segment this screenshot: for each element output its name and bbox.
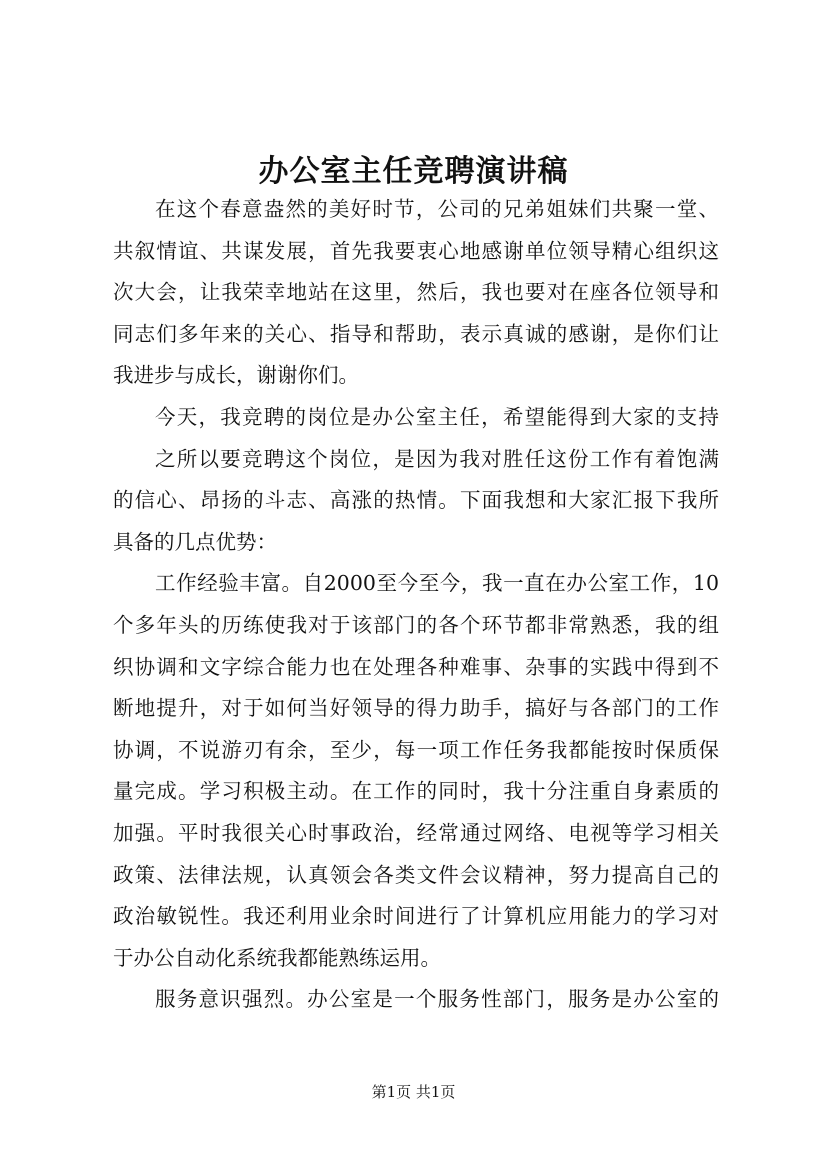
text-line: 个多年头的历练使我对于该部门的各个环节都非常熟悉，我的组 <box>113 612 719 637</box>
text-line: 在这个春意盎然的美好时节，公司的兄弟姐妹们共聚一堂、 <box>155 197 719 221</box>
text-line: 今天，我竞聘的岗位是办公室主任，希望能得到大家的支持 <box>155 404 719 429</box>
text-line: 的信心、昂扬的斗志、高涨的热情。下面我想和大家汇报下我所 <box>113 488 719 513</box>
page-footer: 第1页 共1页 <box>371 1083 456 1101</box>
text-line: 协调，不说游刃有余，至少，每一项工作任务我都能按时保质保 <box>113 737 719 762</box>
text-line: 之所以要竞聘这个岗位，是因为我对胜任这份工作有着饱满 <box>155 446 719 471</box>
text-line: 共叙情谊、共谋发展，首先我要衷心地感谢单位领导精心组织这 <box>113 238 719 263</box>
text-line: 次大会，让我荣幸地站在这里，然后，我也要对在座各位领导和 <box>113 280 719 305</box>
text-line: 政策、法律法规，认真领会各类文件会议精神，努力提高自己的 <box>113 862 719 887</box>
text-line: 我进步与成长，谢谢你们。 <box>113 363 359 388</box>
text-line: 量完成。学习积极主动。在工作的同时，我十分注重自身素质的 <box>113 779 719 804</box>
document-title: 办公室主任竞聘演讲稿 <box>258 154 569 189</box>
text-line: 政治敏锐性。我还利用业余时间进行了计算机应用能力的学习对 <box>113 904 719 929</box>
text-line: 加强。平时我很关心时事政治，经常通过网络、电视等学习相关 <box>113 820 719 845</box>
text-line: 于办公自动化系统我都能熟练运用。 <box>113 945 441 970</box>
document-body <box>113 189 719 1021</box>
text-line: 同志们多年来的关心、指导和帮助，表示真诚的感谢，是你们让 <box>113 321 719 346</box>
text-line: 工作经验丰富。自2000至今至今，我一直在办公室工作，10 <box>155 571 719 596</box>
text-line: 具备的几点优势： <box>113 529 277 554</box>
text-line: 织协调和文字综合能力也在处理各种难事、杂事的实践中得到不 <box>113 654 719 679</box>
text-line: 断地提升，对于如何当好领导的得力助手，搞好与各部门的工作 <box>113 696 719 721</box>
text-line: 服务意识强烈。办公室是一个服务性部门，服务是办公室的 <box>155 987 719 1012</box>
